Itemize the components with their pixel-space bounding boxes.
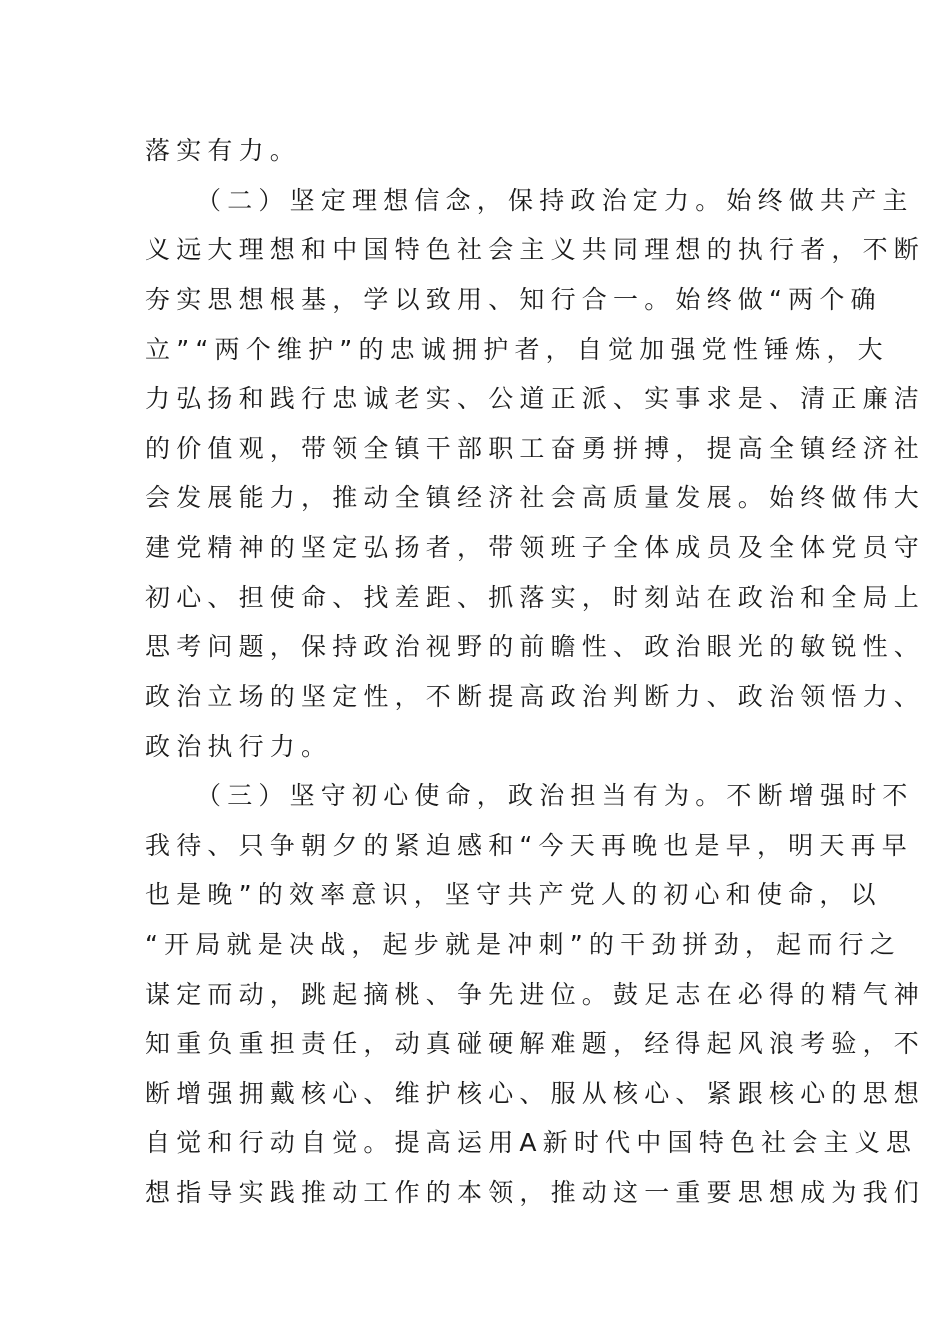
text-line: 自觉和行动自觉。提高运用A新时代中国特色社会主义思	[145, 1128, 918, 1157]
text-line: 政治立场的坚定性，不断提高政治判断力、政治领悟力、	[145, 682, 926, 711]
text-line: 落实有力。	[145, 136, 302, 165]
text-line: 想指导实践推动工作的本领，推动这一重要思想成为我们	[145, 1178, 926, 1207]
text-line: 的价值观，带领全镇干部职工奋勇拼搏，提高全镇经济社	[145, 434, 926, 463]
text-line: 思考问题，保持政治视野的前瞻性、政治眼光的敏锐性、	[145, 632, 926, 661]
text-line: 立”“两个维护”的忠诚拥护者，自觉加强党性锤炼，大	[145, 335, 889, 364]
text-line: 会发展能力，推动全镇经济社会高质量发展。始终做伟大	[145, 483, 926, 512]
section-heading-line: （三）坚守初心使命，政治担当有为。不断增强时不	[196, 781, 914, 810]
text-line: 义远大理想和中国特色社会主义共同理想的执行者，不断	[145, 235, 926, 264]
text-line: 谋定而动，跳起摘桃、争先进位。鼓足志在必得的精气神	[145, 980, 926, 1009]
section-heading-line: （二）坚定理想信念，保持政治定力。始终做共产主	[196, 186, 914, 215]
text-line: 夯实思想根基，学以致用、知行合一。始终做“两个确	[145, 285, 882, 314]
text-line: 断增强拥戴核心、维护核心、服从核心、紧跟核心的思想	[145, 1079, 926, 1108]
text-line: 力弘扬和践行忠诚老实、公道正派、实事求是、清正廉洁	[145, 384, 926, 413]
text-line: 也是晚”的效率意识，坚守共产党人的初心和使命，以	[145, 880, 882, 909]
text-line: 我待、只争朝夕的紧迫感和“今天再晚也是早，明天再早	[145, 831, 913, 860]
text-line: 建党精神的坚定弘扬者，带领班子全体成员及全体党员守	[145, 533, 926, 562]
text-line: 知重负重担责任，动真碰硬解难题，经得起风浪考验，不	[145, 1029, 926, 1058]
text-line: 初心、担使命、找差距、抓落实，时刻站在政治和全局上	[145, 583, 926, 612]
text-line: “开局就是决战，起步就是冲刺”的干劲拼劲，起而行之	[145, 930, 901, 959]
text-line: 政治执行力。	[145, 732, 333, 761]
